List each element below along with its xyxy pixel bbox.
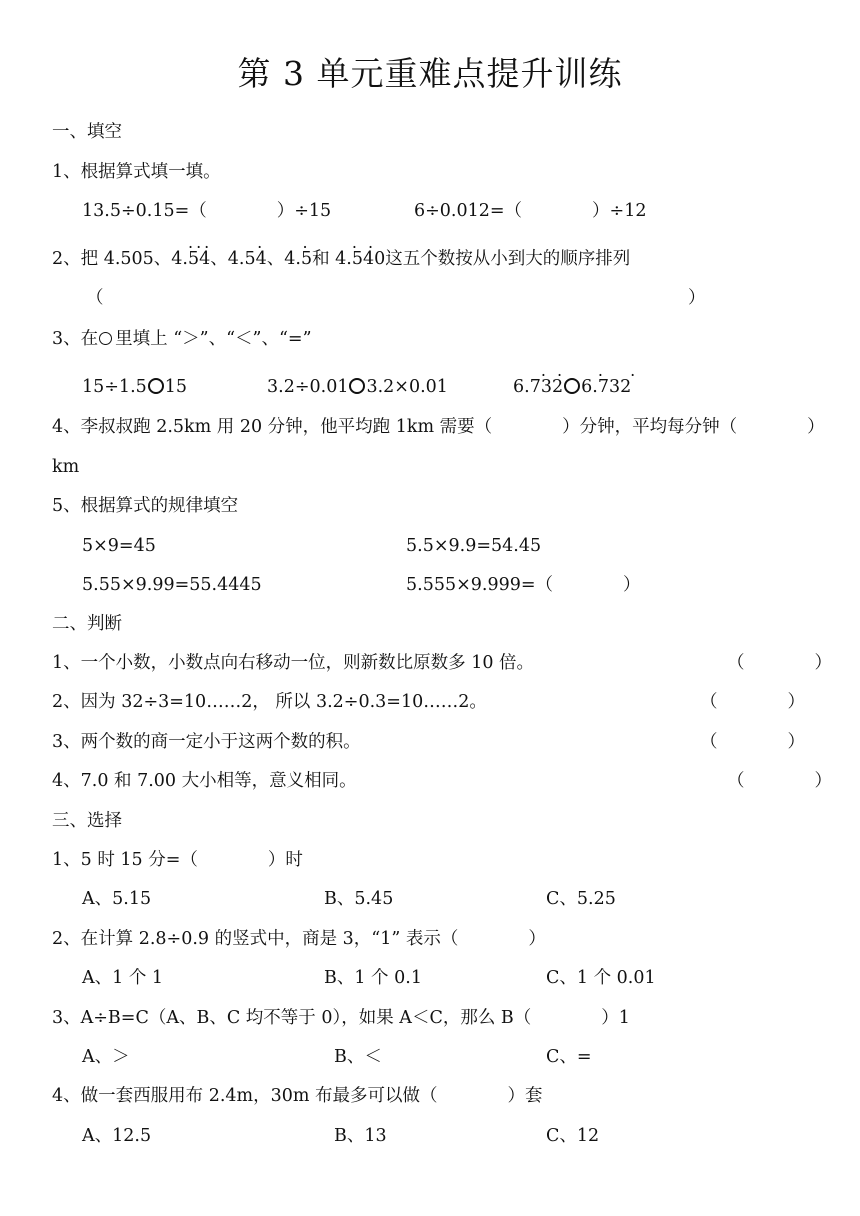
q2-answer-open: （ [86,288,104,308]
judge-blank-4[interactable]: （ ） [727,771,832,791]
q2-repeating-digits-4: . . 54 [352,248,374,270]
q3-compare-c [513,376,631,398]
q2-repeating-digits-2: . 4 [256,248,267,270]
choose-stem-4: 4、做一套西服用布 2.4m，30m 布最多可以做（ ）套 [52,1086,543,1106]
q3-c-right-repeating: . . 732 [598,376,631,398]
choose-2-option-b[interactable]: B、1 个 0.1 [324,968,422,988]
circle-icon [99,332,112,345]
compare-circle-c[interactable] [564,378,580,394]
judge-item-1: 1、一个小数，小数点向右移动一位，则新数比原数多 10 倍。 [52,653,535,673]
choose-2-option-a[interactable]: A、1 个 1 [82,968,164,988]
q2-text-mid3: 和 4. [312,249,352,269]
choose-stem-2: 2、在计算 2.8÷0.9 的竖式中，商是 3，“1” 表示（ ） [52,929,546,949]
q1-stem: 1、根据算式填一填。 [52,162,221,182]
judge-blank-1[interactable]: （ ） [727,653,832,673]
q4-line-2: km [52,457,80,477]
section-heading-choose: 三、选择 [52,811,122,831]
q2-text-mid1: 、4.5 [210,249,256,269]
judge-item-4: 4、7.0 和 7.00 大小相等，意义相同。 [52,771,357,791]
section-heading-judge: 二、判断 [52,614,122,634]
q2-repeating-digits-3: . 5 [301,248,312,270]
choose-stem-3: 3、A÷B=C（A、B、C 均不等于 0），如果 A＜C，那么 B（ ）1 [52,1008,630,1028]
judge-blank-3[interactable]: （ ） [700,732,805,752]
q2-answer-close: ） [688,288,706,308]
q5-pattern-a: 5×9=45 [82,536,156,556]
choose-4-option-b[interactable]: B、13 [334,1126,387,1146]
section-heading-fill: 一、填空 [52,122,122,142]
q3-text-pre: 3、在 [52,329,99,349]
q1-expression-a: 13.5÷0.15=（ ）÷15 [82,201,332,221]
choose-3-option-b[interactable]: B、＜ [334,1047,382,1067]
q3-b-left: 3.2÷0.01 [267,377,349,397]
q2-text-mid2: 、4. [266,249,301,269]
choose-4-option-a[interactable]: A、12.5 [82,1126,152,1146]
choose-1-option-c[interactable]: C、5.25 [546,889,616,909]
q3-a-right: 15 [164,377,188,397]
judge-blank-2[interactable]: （ ） [700,692,805,712]
q1-expression-b: 6÷0.012=（ ）÷12 [414,201,647,221]
q3-stem [52,328,312,350]
q4-line-1: 4、李叔叔跑 2.5km 用 20 分钟，他平均跑 1km 需要（ ）分钟，平均每分钟（ ） [52,417,825,437]
compare-circle-a[interactable] [148,378,164,394]
choose-1-option-b[interactable]: B、5.45 [324,889,394,909]
judge-item-2: 2、因为 32÷3=10……2， 所以 3.2÷0.3=10……2。 [52,692,487,712]
choose-3-option-c[interactable]: C、= [546,1047,592,1067]
q3-text-post: 里填上 “＞”、“＜”、“=” [115,329,312,349]
choose-3-option-a[interactable]: A、＞ [82,1047,130,1067]
page-title: 第 3 单元重难点提升训练 [237,54,623,93]
q2-text-mid4: 0这五个数按从小到大的顺序排列 [374,249,631,269]
judge-item-3: 3、两个数的商一定小于这两个数的积。 [52,732,361,752]
q3-b-right: 3.2×0.01 [366,377,448,397]
q2-repeating-digits-1: ... 54 [188,248,210,270]
q2-stem [52,248,630,270]
q2-text-pre: 2、把 4.505、4. [52,249,188,269]
q3-c-repeating: . . 32 [541,376,563,398]
choose-1-option-a[interactable]: A、5.15 [82,889,152,909]
q5-stem: 5、根据算式的规律填空 [52,496,239,516]
q5-pattern-d: 5.555×9.999=（ ） [406,575,641,595]
choose-stem-1: 1、5 时 15 分=（ ）时 [52,850,303,870]
q3-c-left: 6.7 [513,377,541,397]
q3-c-right-pre: 6. [581,377,598,397]
q3-compare-a [82,376,187,398]
q3-a-left: 15÷1.5 [82,377,147,397]
q5-pattern-c: 5.55×9.99=55.4445 [82,575,262,595]
q3-compare-b [267,376,448,398]
q5-pattern-b: 5.5×9.9=54.45 [406,536,542,556]
choose-4-option-c[interactable]: C、12 [546,1126,600,1146]
choose-2-option-c[interactable]: C、1 个 0.01 [546,968,656,988]
compare-circle-b[interactable] [349,378,365,394]
